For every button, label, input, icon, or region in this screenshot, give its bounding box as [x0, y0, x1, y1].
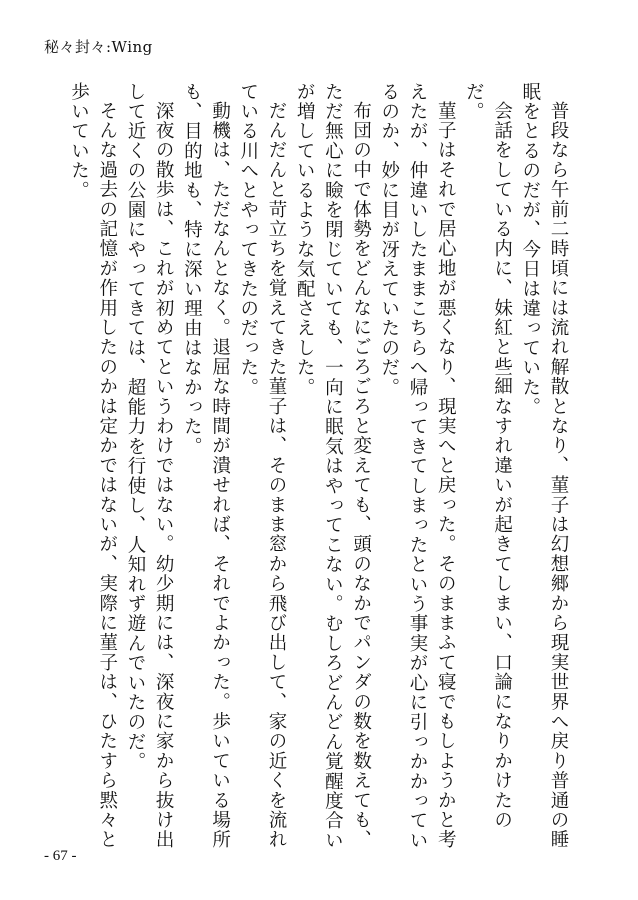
paragraph: 深夜の散歩は、これが初めてというわけではない。幼少期には、深夜に家から抜け出して近くの公園にやってきては、超能力を行使し、人知れず遊んでいたのだ。	[124, 82, 175, 850]
paragraph: 布団の中で体勢をどんなにごろごろと変えても、頭のなかでパンダの数を数えても、ただ無心に瞼を閉じていても、一向に眠気はやってこない。むしろどんどん覚醒度合いが増しているような気配さえした。	[294, 82, 372, 851]
paragraph: 動機は、ただなんとなく。退屈な時間が潰せれば、それでよかった。歩いている場所も、目的地も、特に深い理由はなかった。	[181, 82, 231, 850]
vertical-text-body	[52, 82, 572, 862]
book-header-title: 秘々封々:Wing	[44, 38, 153, 56]
paragraph: だんだんと苛立ちを覚えてきた菫子は、そのまま窓から飛び出して、家の近くを流れている川へとやってきたのだった。	[237, 82, 287, 850]
page-number: - 67 -	[44, 848, 77, 864]
paragraph: 会話をしている内に、妹紅と些細なすれ違いが起きてしまい、口論になりかけたのだ。	[463, 82, 513, 830]
paragraph: 普段なら午前二時頃には流れ解散となり、菫子は幻想郷から現実世界へ戻り普通の睡眠をとるのだが、今日は違っていた。	[519, 82, 569, 850]
paragraph: 菫子はそれで居心地が悪くなり、現実へと戻った。そのままふて寝でもしようかと考えたが、仲違いしたままこちらへ帰ってきてしまったという事実が心に引っかかっているのか、妙に目が冴えていたのだ。	[378, 82, 457, 851]
paragraph: そんな過去の記憶が作用したのかは定かではないが、実際に菫子は、ひたすら黙々と歩いていた。	[68, 82, 118, 850]
